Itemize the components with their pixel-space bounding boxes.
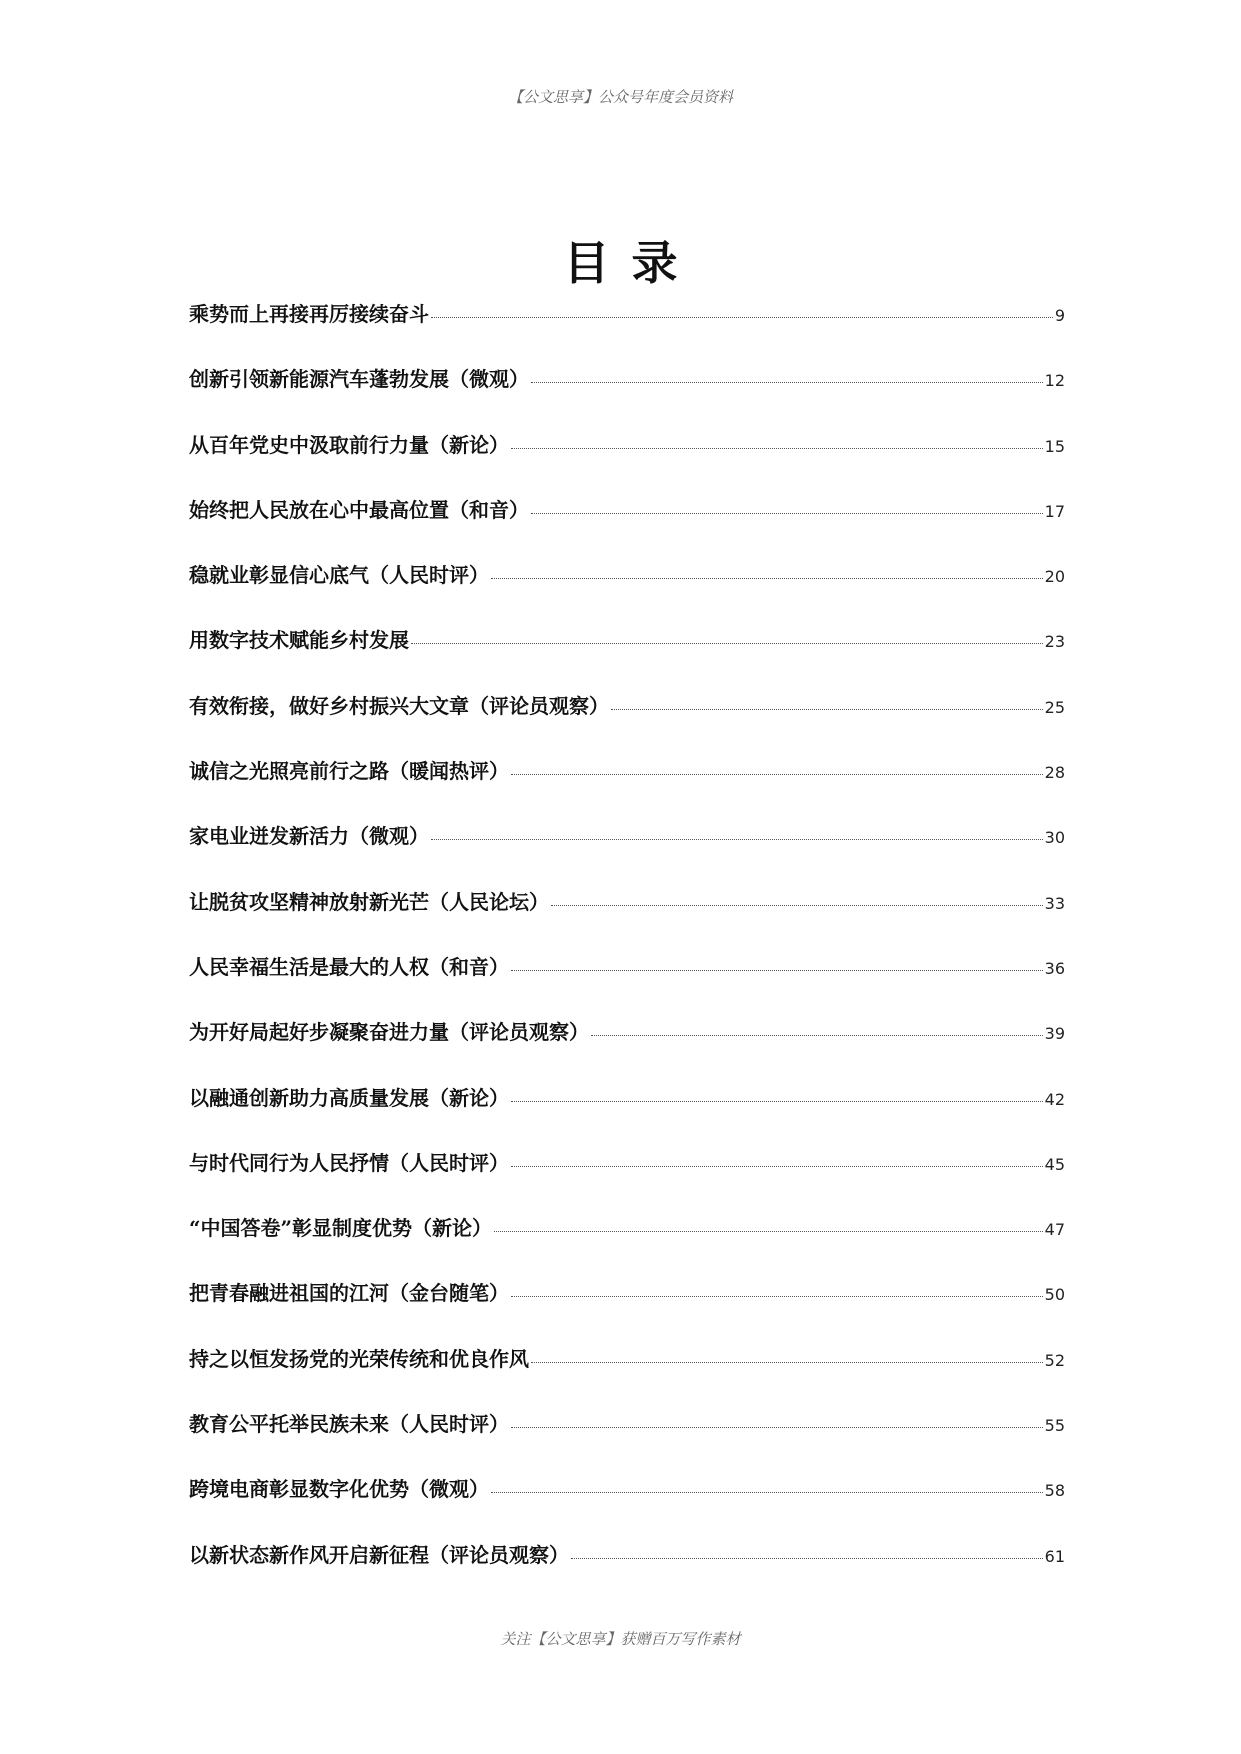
toc-entry-page-number[interactable]: 20: [1044, 567, 1065, 587]
toc-entry[interactable]: [189, 1016, 1065, 1081]
toc-entry-page-number[interactable]: 61: [1044, 1546, 1065, 1566]
toc-title: 目录: [563, 235, 700, 290]
dot-leader: [511, 447, 1043, 449]
toc-entry[interactable]: [189, 1539, 1065, 1604]
toc-entry-page-number[interactable]: 52: [1044, 1350, 1065, 1370]
dot-leader: [511, 969, 1043, 971]
toc-entry-page-number[interactable]: 15: [1044, 436, 1065, 456]
toc-entry-page-number[interactable]: 50: [1044, 1285, 1065, 1305]
toc-entry[interactable]: [189, 1408, 1065, 1473]
toc-entry-title[interactable]: 创新引领新能源汽车蓬勃发展（微观）: [189, 367, 529, 392]
toc-entry[interactable]: [189, 429, 1065, 494]
toc-entry-page-number[interactable]: 30: [1044, 828, 1065, 848]
toc-entry[interactable]: [189, 820, 1065, 885]
toc-entry-title[interactable]: 为开好局起好步凝聚奋进力量（评论员观察）: [189, 1020, 589, 1045]
toc-entry[interactable]: [189, 886, 1065, 951]
toc-entry-title[interactable]: 从百年党史中汲取前行力量（新论）: [189, 432, 509, 457]
toc-entry-page-number[interactable]: 25: [1044, 697, 1065, 717]
dot-leader: [431, 316, 1053, 318]
toc-entry[interactable]: [189, 1212, 1065, 1277]
toc-entry-page-number[interactable]: 23: [1044, 632, 1065, 652]
toc-entry-title[interactable]: 教育公平托举民族未来（人民时评）: [189, 1412, 509, 1437]
toc-entry-page-number[interactable]: 12: [1044, 371, 1065, 391]
toc-entry-title[interactable]: 家电业迸发新活力（微观）: [189, 824, 429, 849]
toc-entry-page-number[interactable]: 47: [1044, 1220, 1065, 1240]
toc-entry-page-number[interactable]: 9: [1054, 306, 1065, 325]
toc-entry[interactable]: [189, 363, 1065, 428]
toc-entry[interactable]: [189, 1473, 1065, 1538]
dot-leader: [511, 1165, 1043, 1167]
toc-entry[interactable]: [189, 755, 1065, 820]
dot-leader: [511, 1426, 1043, 1428]
toc-entry-page-number[interactable]: 33: [1044, 893, 1065, 913]
dot-leader: [591, 1034, 1043, 1036]
toc-entry-title[interactable]: 让脱贫攻坚精神放射新光芒（人民论坛）: [189, 889, 549, 914]
toc-entry-title[interactable]: 有效衔接，做好乡村振兴大文章（评论员观察）: [189, 693, 609, 718]
dot-leader: [511, 1295, 1043, 1297]
toc-entry-page-number[interactable]: 39: [1044, 1024, 1065, 1044]
dot-leader: [531, 512, 1043, 514]
toc-entry-title[interactable]: 与时代同行为人民抒情（人民时评）: [189, 1150, 509, 1175]
toc-entry-page-number[interactable]: 17: [1044, 501, 1065, 521]
dot-leader: [494, 1230, 1043, 1232]
toc-entry-page-number[interactable]: 45: [1044, 1154, 1065, 1174]
toc-entry-title[interactable]: 乘势而上再接再厉接续奋斗: [189, 302, 429, 326]
dot-leader: [411, 642, 1043, 644]
toc-entry[interactable]: [189, 1277, 1065, 1342]
toc-entry[interactable]: [189, 559, 1065, 624]
toc-entry-title[interactable]: 用数字技术赋能乡村发展: [189, 628, 409, 653]
toc-entry-title[interactable]: 以融通创新助力高质量发展（新论）: [189, 1085, 509, 1110]
toc-entry[interactable]: [189, 1343, 1065, 1408]
toc-entry-title[interactable]: 以新状态新作风开启新征程（评论员观察）: [189, 1542, 569, 1567]
dot-leader: [511, 1100, 1043, 1102]
toc-entry[interactable]: [189, 624, 1065, 689]
toc-entry-title[interactable]: 诚信之光照亮前行之路（暖闻热评）: [189, 759, 509, 784]
toc-entry-title[interactable]: 稳就业彰显信心底气（人民时评）: [189, 563, 489, 588]
page-header: 【公文思享】公众号年度会员资料: [507, 88, 733, 106]
dot-leader: [611, 708, 1043, 710]
page-footer: 关注【公文思享】获赠百万写作素材: [500, 1630, 741, 1648]
dot-leader: [531, 1361, 1043, 1363]
toc-entry-title[interactable]: 把青春融进祖国的江河（金台随笔）: [189, 1281, 509, 1306]
toc-entry-page-number[interactable]: 55: [1044, 1416, 1065, 1436]
dot-leader: [491, 1491, 1043, 1493]
dot-leader: [571, 1557, 1043, 1559]
toc-entry-page-number[interactable]: 36: [1044, 958, 1065, 978]
toc-entry-page-number[interactable]: 42: [1044, 1089, 1065, 1109]
dot-leader: [511, 773, 1043, 775]
dot-leader: [431, 838, 1043, 840]
dot-leader: [551, 904, 1043, 906]
toc-entry[interactable]: [189, 951, 1065, 1016]
toc-entry-title[interactable]: 人民幸福生活是最大的人权（和音）: [189, 954, 509, 979]
toc-entry-title[interactable]: 跨境电商彰显数字化优势（微观）: [189, 1477, 489, 1502]
toc-entry[interactable]: [189, 298, 1065, 363]
toc-entry[interactable]: [189, 1147, 1065, 1212]
dot-leader: [491, 577, 1043, 579]
table-of-contents: [189, 298, 1065, 1604]
toc-entry[interactable]: [189, 494, 1065, 559]
toc-entry-title[interactable]: 持之以恒发扬党的光荣传统和优良作风: [189, 1346, 529, 1371]
toc-entry-title[interactable]: 始终把人民放在心中最高位置（和音）: [189, 497, 529, 522]
toc-entry[interactable]: [189, 1082, 1065, 1147]
toc-entry[interactable]: [189, 690, 1065, 755]
dot-leader: [531, 381, 1043, 383]
toc-entry-page-number[interactable]: 58: [1044, 1481, 1065, 1501]
toc-entry-page-number[interactable]: 28: [1044, 763, 1065, 783]
toc-entry-title[interactable]: “中国答卷”彰显制度优势（新论）: [189, 1216, 493, 1241]
